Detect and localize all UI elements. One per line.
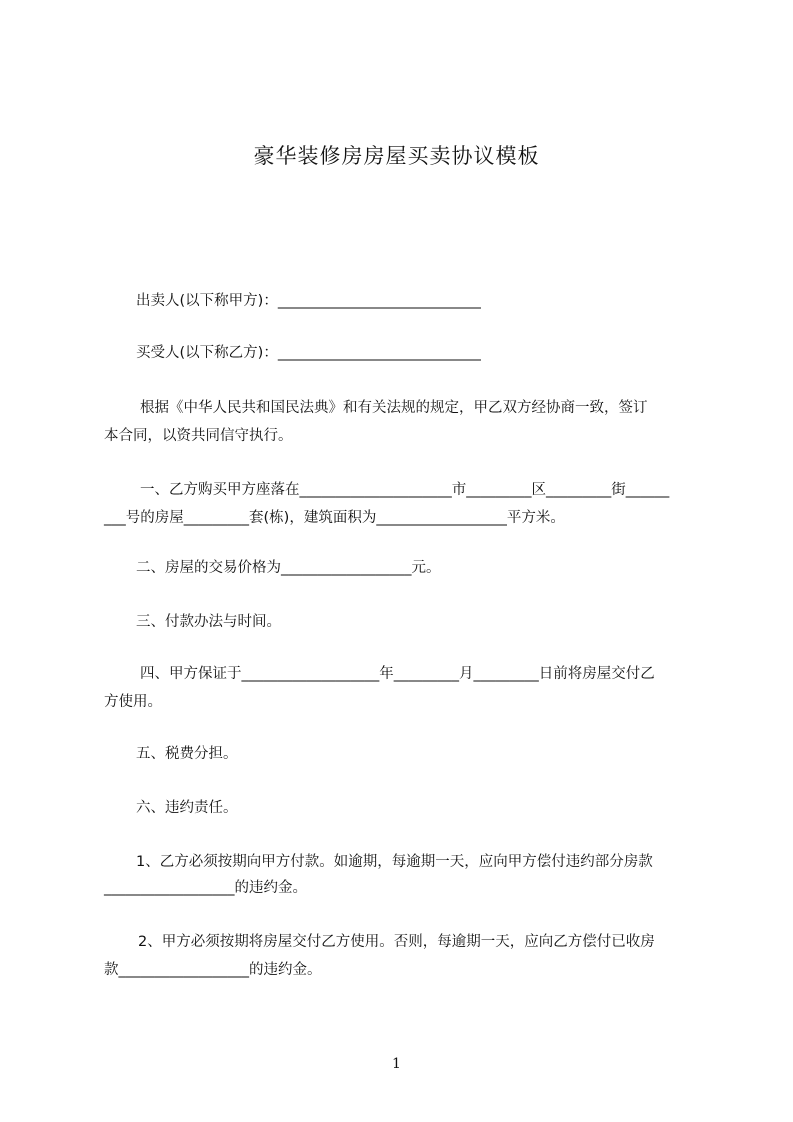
clause-3-line: 三、付款办法与时间。 xyxy=(136,614,281,630)
item-1-line-2: __________________的违约金。 xyxy=(104,880,307,896)
clause-5-line: 五、税费分担。 xyxy=(136,746,238,762)
document-title: 豪华装修房房屋买卖协议模板 xyxy=(253,144,540,168)
preamble-line-1: 根据《中华人民共和国民法典》和有关法规的规定，甲乙双方经协商一致，签订 xyxy=(140,400,648,416)
clause-2-line: 二、房屋的交易价格为__________________元。 xyxy=(136,560,441,576)
item-2-line-1: 2、甲方必须按期将房屋交付乙方使用。否则，每逾期一天，应向乙方偿付已收房 xyxy=(138,934,655,950)
clause-4-line-2: 方使用。 xyxy=(104,694,162,710)
item-1-line-1: 1、乙方必须按期向甲方付款。如逾期，每逾期一天，应向甲方偿付违约部分房款 xyxy=(136,854,653,870)
item-2-line-2: 款__________________的违约金。 xyxy=(104,962,322,978)
preamble-line-2: 本合同，以资共同信守执行。 xyxy=(104,428,293,444)
buyer-line: 买受人(以下称乙方)：____________________________ xyxy=(136,345,481,361)
clause-1-line-2: ___号的房屋_________套(栋)，建筑面积为__________________平方米。 xyxy=(104,510,565,526)
clause-4-line-1: 四、甲方保证于___________________年_________月_________日前将房屋交付乙 xyxy=(140,666,655,682)
seller-line: 出卖人(以下称甲方)：____________________________ xyxy=(136,293,481,309)
clause-6-line: 六、违约责任。 xyxy=(136,800,238,816)
clause-1-line-1: 一、乙方购买甲方座落在_____________________市_________区_________街______ xyxy=(140,482,670,498)
page-number: 1 xyxy=(392,1056,401,1072)
